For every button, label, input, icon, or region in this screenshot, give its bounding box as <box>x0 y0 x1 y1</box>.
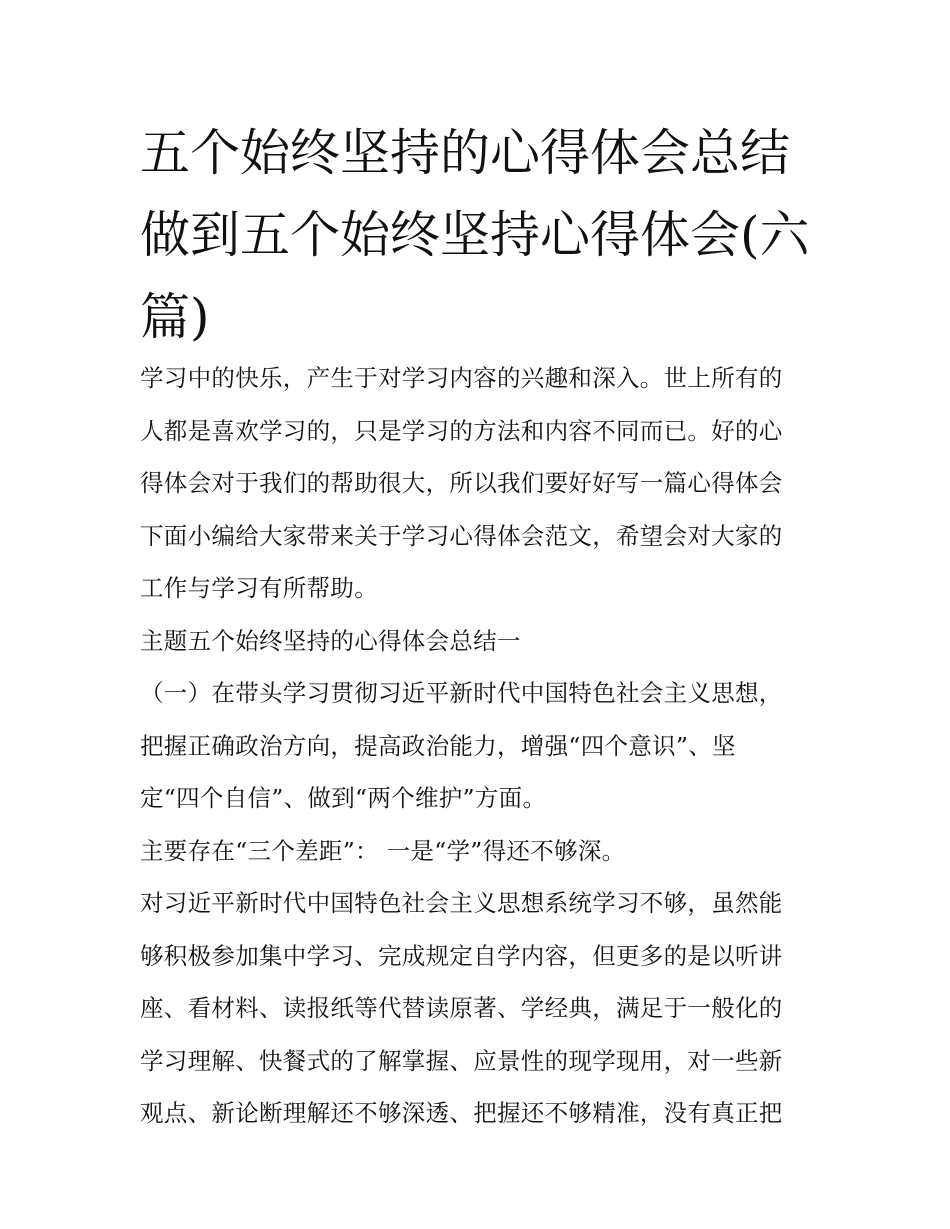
body-text-line: 把握正确政治方向，提高政治能力，增强“四个意识”、坚 <box>140 731 736 760</box>
body-text-line: 主要存在“三个差距”： 一是“学”得还不够深。 <box>140 836 626 865</box>
title-line: 篇) <box>140 288 210 346</box>
body-text-line: 学习理解、快餐式的了解掌握、应景性的现学现用，对一些新 <box>140 1046 783 1075</box>
body-text-line: 对习近平新时代中国特色社会主义思想系统学习不够，虽然能 <box>140 889 783 917</box>
body-text-line: 工作与学习有所帮助。 <box>140 574 378 602</box>
body-text-line: 够积极参加集中学习、完成规定自学内容，但更多的是以听讲 <box>140 941 783 970</box>
body-text-line: 座、看材料、读报纸等代替读原著、学经典，满足于一般化的 <box>140 994 783 1022</box>
body-text-line: 下面小编给大家带来关于学习心得体会范文，希望会对大家的 <box>140 521 783 550</box>
body-text-line: 观点、新论断理解还不够深透、把握还不够精准，没有真正把 <box>140 1099 783 1127</box>
body-text-line: （一）在带头学习贯彻习近平新时代中国特色社会主义思想， <box>140 679 783 707</box>
document-body <box>140 352 820 1140</box>
body-text-line: 定“四个自信”、做到“两个维护”方面。 <box>140 784 547 812</box>
title-line: 五个始终坚持的心得体会总结 <box>140 124 790 182</box>
section-heading: 主题五个始终坚持的心得体会总结一 <box>140 626 521 655</box>
title-line: 做到五个始终坚持心得体会(六 <box>140 206 810 264</box>
document-title <box>140 112 820 358</box>
body-text-line: 人都是喜欢学习的，只是学习的方法和内容不同而已。好的心 <box>140 416 783 445</box>
body-text-line: 得体会对于我们的帮助很大，所以我们要好好写一篇心得体会 <box>140 469 783 497</box>
body-text-line: 学习中的快乐，产生于对学习内容的兴趣和深入。世上所有的 <box>140 364 783 392</box>
